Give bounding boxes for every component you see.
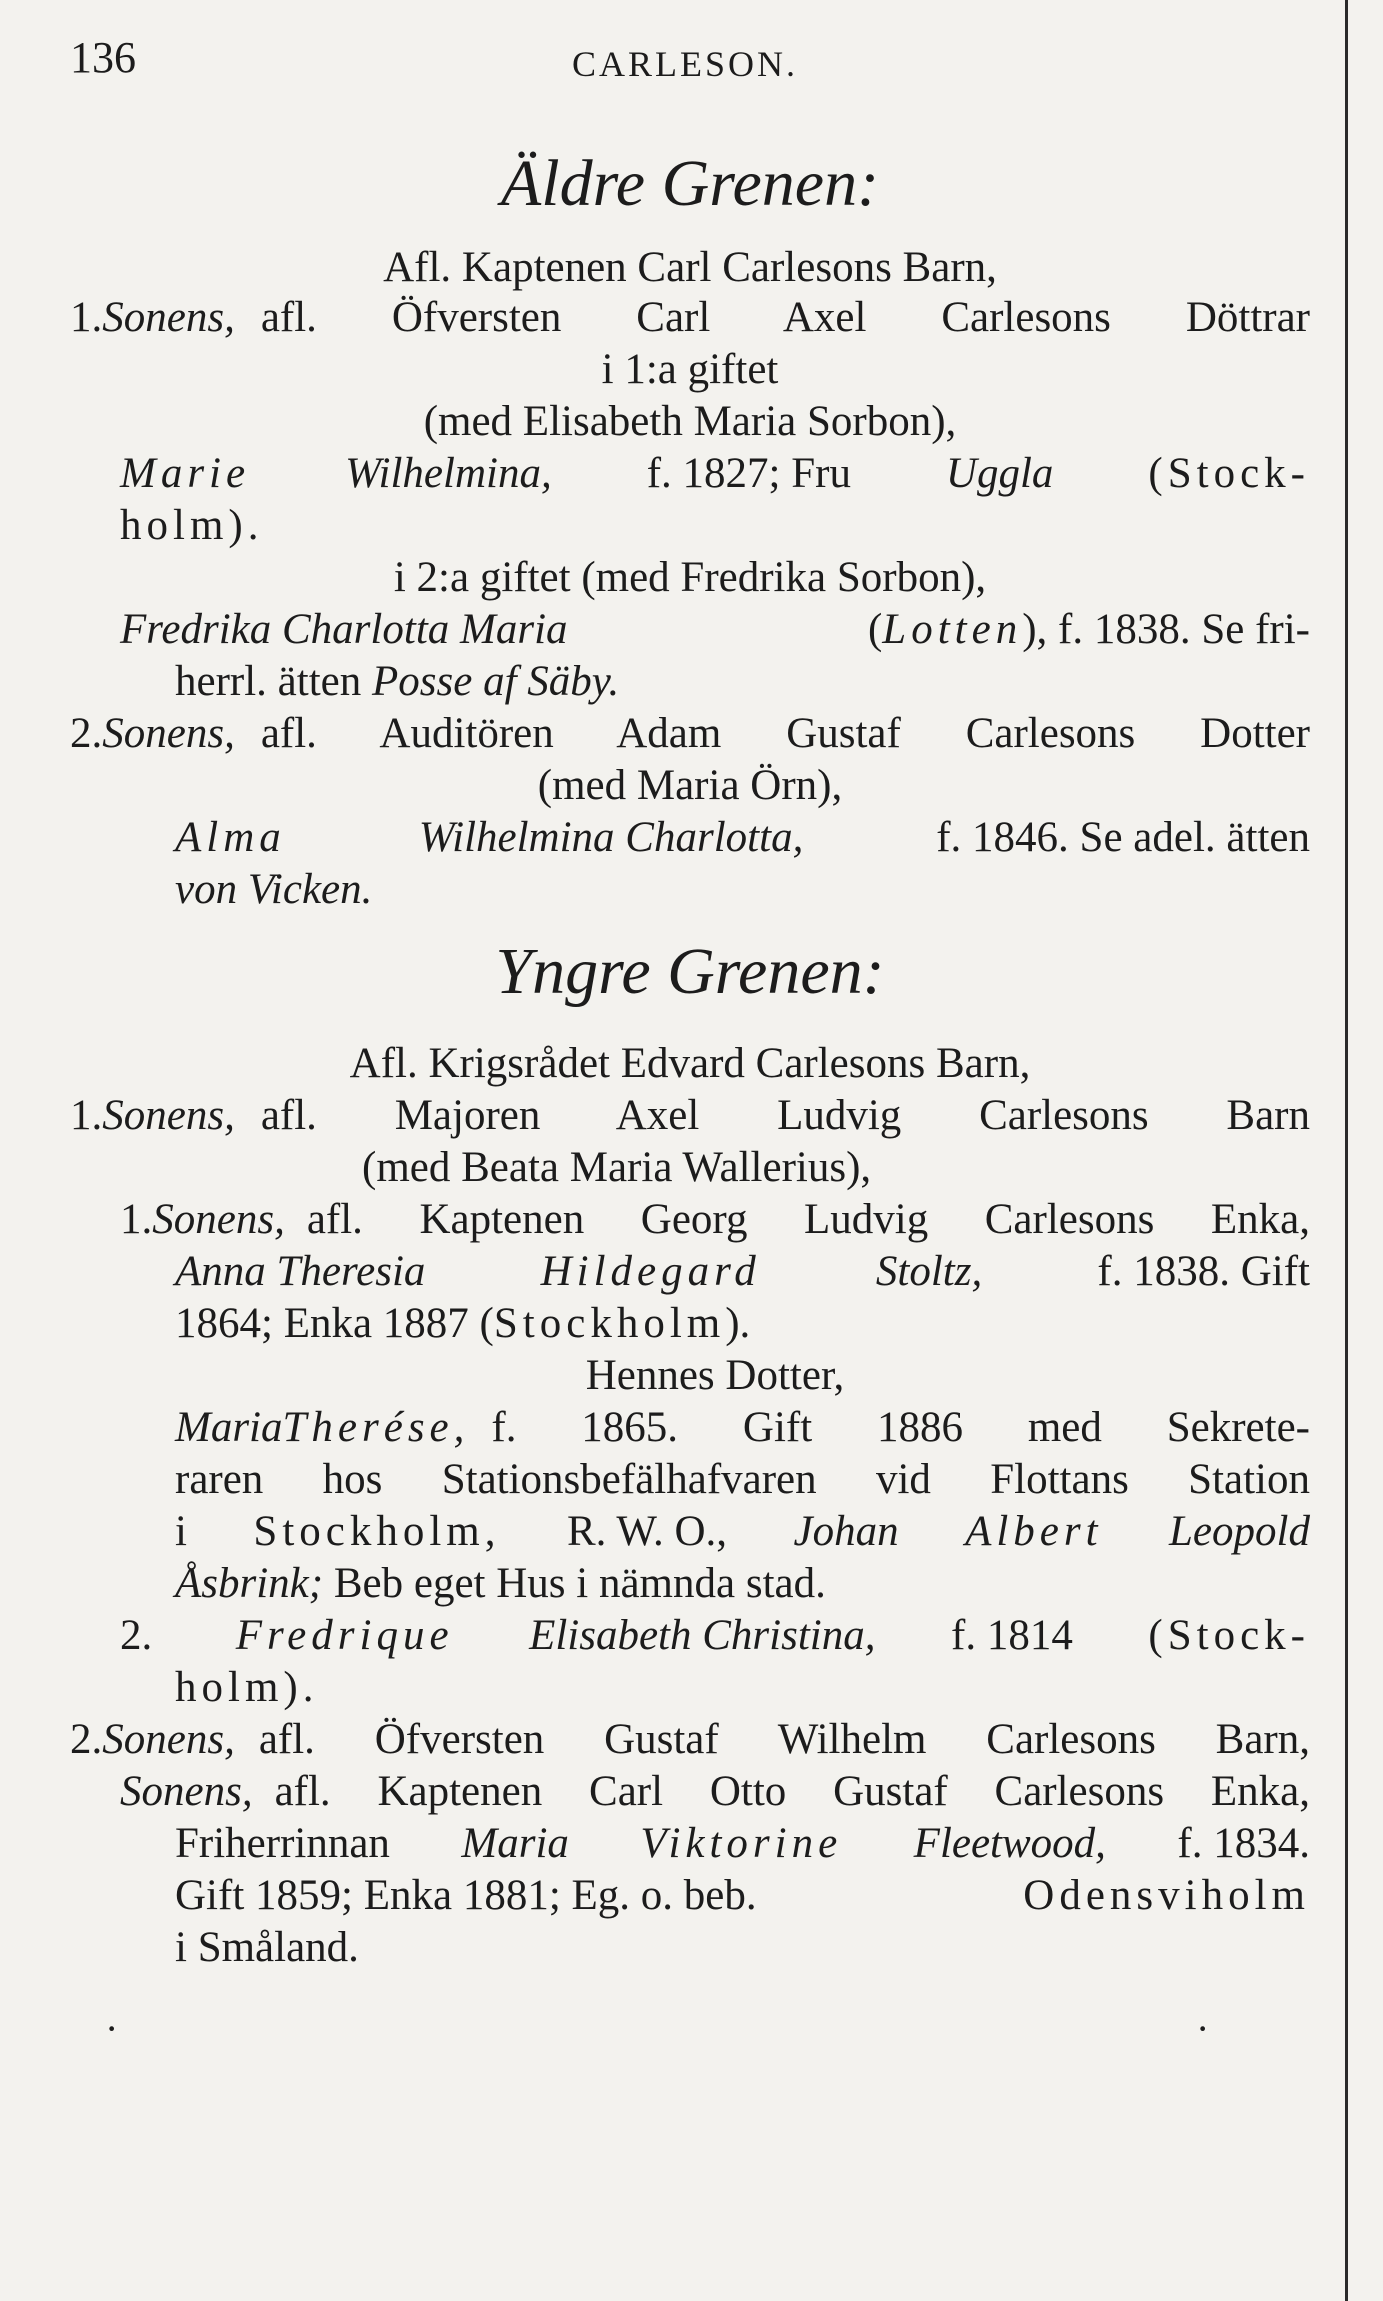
- spouse-surname: Åsbrink;: [175, 1560, 324, 1607]
- younger-her-daughter: Hennes Dotter,: [585, 1352, 845, 1399]
- widow-place: Stockholm: [493, 1300, 726, 1347]
- entry-text: afl. Majoren Axel Ludvig Carlesons Barn: [260, 1092, 1310, 1139]
- younger-branch-intro: Afl. Krigsrådet Edvard Carlesons Barn,: [349, 1040, 1031, 1087]
- entry-number: 2.: [120, 1612, 153, 1659]
- older-son2-ref: von Vicken.: [175, 866, 373, 913]
- entry-text: afl. Kaptenen Georg Ludvig Carlesons Enka,: [306, 1196, 1310, 1243]
- younger-son2-sub-line: [120, 1766, 1310, 1818]
- older-son2-daughter-line: [175, 812, 1310, 864]
- dau-name: Maria: [175, 1404, 283, 1451]
- younger-widow-line: [175, 1246, 1310, 1298]
- daughter-name-cont: Wilhelmina Charlotta,: [418, 814, 804, 861]
- entry-number: 1.: [70, 1092, 103, 1139]
- entry-label: Sonens,: [152, 1196, 285, 1243]
- younger-son2-line2: [175, 1870, 1310, 1922]
- older-son2-line: [70, 708, 1310, 760]
- dau-order: R. W. O.,: [566, 1508, 728, 1555]
- younger-dau-line1: [175, 1402, 1310, 1454]
- widow-rest: f. 1838. Gift: [1097, 1248, 1310, 1295]
- widow-surname: Stoltz,: [875, 1248, 983, 1295]
- daughter-name: Alma: [175, 814, 286, 861]
- dau-rest: f. 1865. Gift 1886 med Sekrete-: [491, 1404, 1310, 1451]
- dau-name-cont: Therése,: [282, 1404, 470, 1451]
- entry-label: Sonens,: [120, 1768, 253, 1815]
- younger-dau-line4: [175, 1558, 1383, 1610]
- daughter-birth: f. 1827; Fru: [646, 450, 851, 497]
- widow-birth: f. 1834.: [1177, 1820, 1310, 1867]
- daughter-name-cont: Wilhelmina,: [345, 450, 552, 497]
- entry-text: afl. Öfversten Gustaf Wilhelm Carlesons Barn,: [258, 1716, 1310, 1763]
- sub2-rest: f. 1814: [951, 1612, 1073, 1659]
- page-number: 136: [70, 33, 136, 82]
- widow-name-cont: Hildegard: [540, 1248, 761, 1295]
- older-son1-line: [70, 292, 1310, 344]
- dau-place: Stockholm,: [253, 1508, 501, 1555]
- younger-sub1-line: [120, 1194, 1310, 1246]
- daughter-spouse: Uggla: [945, 450, 1054, 497]
- younger-widow-line2: [175, 1298, 1383, 1350]
- sub2-place: (Stock-: [1148, 1612, 1310, 1659]
- entry-text-body: afl. Öfversten Carl Axel Carlesons Döttrar: [260, 294, 1310, 341]
- older-daughter2-ref: [175, 656, 1383, 708]
- older-daughter1-place-cont: holm).: [120, 502, 264, 549]
- widow-dates: 1864; Enka 1887 (: [175, 1300, 494, 1347]
- entry-number: 1.: [70, 294, 103, 341]
- sub2-name-cont: Elisabeth Christina,: [529, 1612, 876, 1659]
- running-title: CARLESON.: [572, 44, 799, 84]
- daughter2-nick-wrap: [868, 604, 1310, 656]
- older-daughter2-line: [120, 604, 1310, 656]
- entry-label: Sonens,: [102, 710, 235, 757]
- spouse-first: Johan: [793, 1508, 899, 1555]
- paren-open: (: [867, 606, 883, 653]
- younger-son1-wife: (med Beata Maria Wallerius),: [362, 1144, 872, 1191]
- entry-text: afl. Auditören Adam Gustaf Carlesons Dotter: [260, 710, 1310, 757]
- spouse-third: Leopold: [1169, 1508, 1310, 1555]
- younger-sub2-line: [120, 1610, 1310, 1662]
- younger-son2-line3: i Småland.: [175, 1924, 359, 1971]
- widow-name: Maria: [461, 1820, 569, 1867]
- page-mark-left: ·: [105, 2006, 119, 2051]
- daughter-name: Marie: [120, 450, 251, 497]
- older-branch-heading: Äldre Grenen:: [500, 147, 880, 220]
- page-header: [70, 32, 1310, 85]
- entry-label: Sonens,: [102, 1092, 235, 1139]
- ref-family: Posse af Säby.: [372, 658, 620, 705]
- spouse-second: Albert: [965, 1508, 1103, 1555]
- older-son1-marriage1: i 1:a giftet: [601, 346, 779, 393]
- entry-label: Sonens,: [102, 294, 235, 341]
- younger-son2-line: [70, 1714, 1310, 1766]
- older-son1-marriage2: i 2:a giftet (med Fredrika Sorbon),: [393, 554, 987, 601]
- older-son1-wife1: (med Elisabeth Maria Sorbon),: [423, 398, 957, 445]
- entry-label: Sonens,: [102, 1716, 235, 1763]
- daughter-rest: f. 1846. Se adel. ätten: [936, 814, 1310, 861]
- widow-close: ).: [725, 1300, 751, 1347]
- entry-number: 2.: [70, 1716, 103, 1763]
- dates-residence: Gift 1859; Enka 1881; Eg. o. beb.: [175, 1872, 757, 1919]
- entry-text: [261, 292, 1310, 344]
- daughter2-rest: ), f. 1838. Se fri-: [1022, 606, 1310, 653]
- entry-number: 1.: [120, 1196, 153, 1243]
- younger-branch-heading: Yngre Grenen:: [495, 935, 885, 1008]
- younger-dau-line3: [175, 1506, 1310, 1558]
- widow-name: Anna Theresia: [175, 1248, 426, 1295]
- entry-number: 2.: [70, 710, 103, 757]
- widow-name-cont: Viktorine: [640, 1820, 843, 1867]
- younger-son1-line: [70, 1090, 1310, 1142]
- widow-title: Friherrinnan: [175, 1820, 390, 1867]
- younger-dau-line2: raren hos Stationsbefälhafvaren vid Flottans Station: [175, 1456, 1310, 1503]
- ref-prefix: herrl. ätten: [175, 658, 362, 705]
- older-daughter1-line: [120, 448, 1310, 500]
- page-mark-right: ·: [1196, 2006, 1210, 2051]
- estate-name: Odensviholm: [1023, 1872, 1310, 1919]
- younger-son2-widow-line: [175, 1818, 1310, 1870]
- entry-text: afl. Kaptenen Carl Otto Gustaf Carlesons Enka,: [274, 1768, 1310, 1815]
- daughter-place: (Stock-: [1148, 450, 1310, 497]
- daughter2-nickname: Lotten: [882, 606, 1023, 653]
- daughter2-name: Fredrika Charlotta Maria: [120, 606, 568, 653]
- widow-surname: Fleetwood,: [913, 1820, 1106, 1867]
- sub2-name: Fredrique: [235, 1612, 454, 1659]
- dau-in: i: [175, 1508, 187, 1555]
- older-branch-intro: Afl. Kaptenen Carl Carlesons Barn,: [383, 244, 997, 291]
- older-son2-wife: (med Maria Örn),: [537, 762, 843, 809]
- younger-sub2-place-cont: holm).: [175, 1664, 319, 1711]
- residence: Beb eget Hus i nämnda stad.: [333, 1560, 826, 1607]
